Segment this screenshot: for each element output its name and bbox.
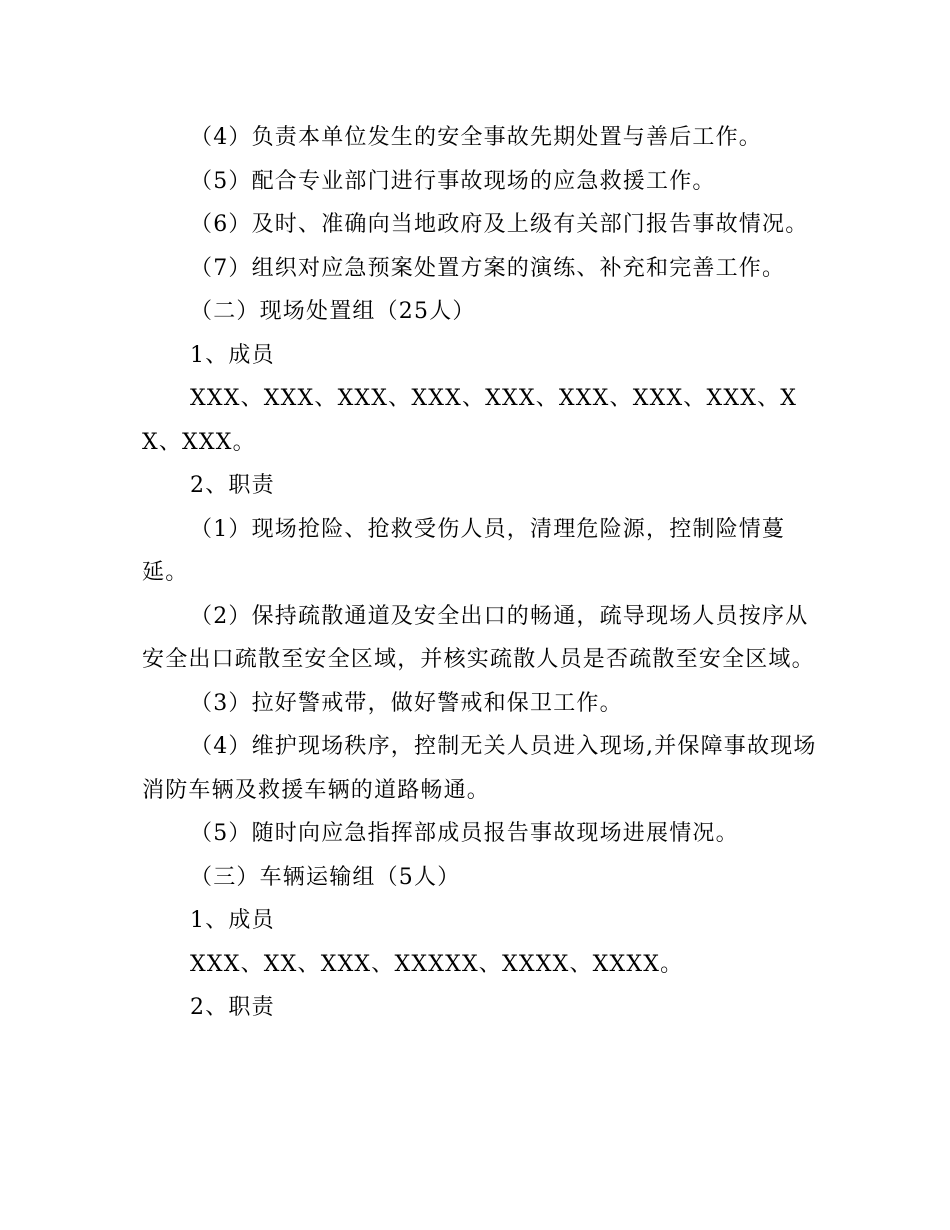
paragraph-duty-7: （7）组织对应急预案处置方案的演练、补充和完善工作。	[190, 255, 786, 281]
subheading-duties: 2、职责	[190, 473, 275, 498]
paragraph-onsite-duty-1: （1）现场抢险、抢救受伤人员，清理危险源，控制险情蔓延。	[142, 516, 786, 585]
paragraph-onsite-duty-4: （4）维护现场秩序，控制无关人员进入现场,并保障事故现场消防车辆及救援车辆的道路畅通。	[142, 734, 817, 803]
paragraph-duty-5: （5）配合专业部门进行事故现场的应急救援工作。	[190, 168, 716, 194]
paragraph-onsite-duty-5: （5）随时向应急指挥部成员报告事故现场进展情况。	[190, 821, 739, 846]
paragraph-duty-6: （6）及时、准确向当地政府及上级有关部门报告事故情况。	[190, 212, 809, 237]
paragraph-onsite-duty-3: （3）拉好警戒带，做好警戒和保卫工作。	[190, 690, 623, 716]
member-list: XXX、XX、XXX、XXXXX、XXXX、XXXX。	[190, 951, 684, 977]
paragraph-onsite-duty-2: （2）保持疏散通道及安全出口的畅通，疏导现场人员按序从安全出口疏散至安全区域，并核实疏散人员是否疏散至安全区域。	[142, 603, 815, 672]
section-heading-onsite-team: （二）现场处置组（25人）	[190, 299, 476, 324]
member-list: XXX、XXX、XXX、XXX、XXX、XXX、XXX、XXX、XX、XXX。	[142, 386, 798, 455]
section-heading-transport-team: （三）车辆运输组（5人）	[190, 864, 461, 890]
subheading-members: 1、成员	[190, 908, 275, 933]
paragraph-duty-4: （4）负责本单位发生的安全事故先期处置与善后工作。	[190, 125, 762, 150]
document-body	[142, 116, 822, 1030]
subheading-duties: 2、职责	[190, 995, 275, 1020]
subheading-members: 1、成员	[190, 342, 275, 368]
